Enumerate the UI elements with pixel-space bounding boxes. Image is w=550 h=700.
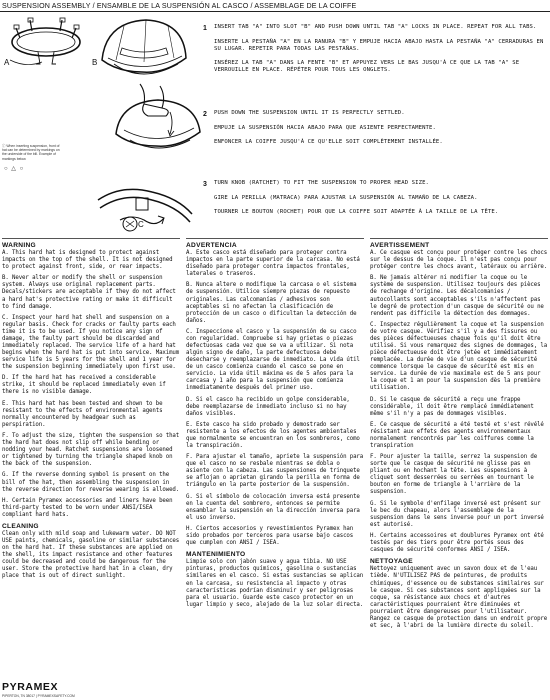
markings-note: ⓘ When inserting suspension, front of hat can be determined by markings on the underside of the bill. Example of markings below.: [2, 144, 60, 161]
assembly-steps: [0, 14, 550, 236]
footer-address: PIPERTON, TN 38017 | PYRAMEXSAFETY.COM: [2, 694, 75, 698]
page-title: SUSPENSION ASSEMBLY / ENSAMBLE DE LA SUSPENSIÓN AL CASCO / ASSEMBLAGE DE LA COIFFE: [0, 0, 550, 12]
warning-column-french: AVERTISSEMENT A. Ce casque est conçu pour protéger contre les chocs sur le dessus de la coque. Il n'est pas conçu pour protéger contre les chocs avant, latéraux ou arrière. B. Ne jamais altérer ni modifier la coque ou le système de suspension. Utilisez toujours des pièces de rechange d'origine. Les décalcomanies / autocollants sont acceptables s'ils n'affectent pas le degré de protection d'un casque de sécurité ou ne rendent pas difficile la détection des dommages. C. Inspectez régulièrement la coque et la suspension de votre casque. Vérifiez s'il y a des fissures ou des pièces défectueuses chaque fois qu'il doit être utilisé. Si vous remarquez des signes de dommages, la pièce défectueuse doit être jetée et immédiatement remplacée. La durée de vie d'un casque de sécurité commence lorsque le casque de sécurité est mis en service. La durée de vie maximale est de 5 ans pour la coque et 1 an pour la suspension dès la première utilisation. D. Si le casque de sécurité a reçu une frappe considérable, il doit être remplacé immédiatement même s'il n'y a pas de dommages visibles. E. Ce casque de sécurité a été testé et s'est révélé résistant aux effets des agents environnementaux normalement rencontrés par les coiffures comme la transpiration F. Pour ajuster la taille, serrez la suspension de sorte que le casque de sécurité ne glisse pas en pliant ou en hochant la tête. Les suspensions à cliquet sont desserrées ou serrées en tournant le bouton en forme de triangle à l'arrière de la suspension. G. Si le symbole d'enfilage inversé est présent sur le bec du chapeau, alors l'assemblage de la suspension dans le sens inverse pour un port inversé est autorisé. H. Certains accessoires et doublures Pyramex ont été testés par des tiers pour être portés sous des casques de sécurité conformes ANSI / ISEA. NETTOYAGE Nettoyez uniquement avec un savon doux et de l'eau tiède. N'UTILISEZ PAS de peintures, de produits chimiques, d'essence ou de substances similaires sur le casque. Si ces substances sont appliquées sur la coque, sa résistance aux chocs et d'autres caractéristiques pourraient être diminuées et pourraient être dangereuses pour l'utilisateur. Rangez ce casque de protection dans un endroit propre et sec, à l'abri de la lumière directe du soleil.: [370, 238, 548, 678]
advertencia-heading: ADVERTENCIA: [186, 242, 237, 249]
nettoyage-heading: NETTOYAGE: [370, 558, 414, 566]
step-2-text: PUSH DOWN THE SUSPENSION UNTIL IT IS PERFECTLY SETTLED. EMPUJE LA SUSPENSIÓN HACIA ABAJO PARA QUE ASIENTE PERFECTAMENTE. ENFONCER LA COIFFE JUSQU'À CE QU'ELLE SOIT COMPLÈTEMENT INSTALLÉE.: [214, 110, 443, 146]
suspension-ring-illustration: [2, 16, 84, 76]
label-c: C: [138, 220, 144, 229]
markings-symbols-icon: ○ △ ○: [4, 166, 25, 172]
label-b: B: [92, 58, 98, 67]
cleaning-heading: CLEANING: [2, 523, 39, 531]
hard-hat-illustration: [94, 14, 194, 84]
warning-column-spanish: ADVERTENCIA A. Este casco está diseñado para proteger contra impactos en la parte superior de la carcasa. No está diseñado para proteger contra impactos frontales, laterales o traseros. B. Nunca altere o modifique la carcasa o el sistema de suspensión. Utilice siempre piezas de repuesto originales. Las calcomanías / adhesivos son aceptables si no afectan la clasificación de protección de un casco o dificultan la detección de daños. C. Inspeccione el casco y la suspensión de su casco con regularidad. Compruebe si hay grietas o piezas defectuosas cada vez que se va a utilizar. Si nota algún signo de daño, la parte defectuosa debe desecharse y reemplazarse de inmediato. La vida útil de un casco comienza cuando el casco se pone en servicio. La vida útil máxima es de 5 años para la carcasa y 1 año para la suspensión que comienza inmediatamente después del primer uso. D. Si el casco ha recibido un golpe considerable, debe reemplazarse de inmediato incluso si no hay daños visibles. E. Este casco ha sido probado y demostrado ser resistente a los efectos de los agentes ambientales que normalmente se encuentran en los sombreros, como la transpiración. F. Para ajustar el tamaño, apriete la suspensión para que el casco no se resbale mientras se dobla o asiente con la cabeza. Las suspensiones de trinquete se aflojan o aprietan girando la perilla en forma de triángulo en la parte posterior de la suspensión. G. Si el símbolo de colocación inversa está presente en la cuenta del sombrero, entonces se permite ensamblar la suspensión en la dirección inversa para el uso inverso. H. Ciertos accesorios y revestimientos Pyramex han sido probados por terceros para usarse bajo cascos que cumplen con ANSI / ISEA. MANTENIMIENTO Limpie solo con jabón suave y agua tibia. NO USE pinturas, productos químicos, gasolina o sustancias similares en el casco. Si estas sustancias se aplican en la carcasa, su resistencia al impacto y otras características podrían disminuir y ser peligrosas para el usuario. Guarde este casco protector en un lugar limpio y seco, alejado de la luz solar directa.: [186, 238, 364, 678]
ratchet-knob-illustration: [92, 174, 198, 238]
warning-columns: [0, 238, 550, 676]
push-down-illustration: [110, 82, 206, 156]
step-number-2: 2: [203, 111, 207, 118]
pyramex-logo: PYRAMEX: [2, 681, 59, 693]
step-1-text: INSERT TAB "A" INTO SLOT "B" AND PUSH DOWN UNTIL TAB "A" LOCKS IN PLACE. REPEAT FOR ALL TABS. INSERTE LA PESTAÑA "A" EN LA RANURA "B" Y EMPUJE HACIA ABAJO HASTA LA PESTAÑA "A" CERRADURAS EN SU LUGAR. REPETIR PARA TODAS LAS PESTAÑAS. INSÉREZ LA TAB "A" DANS LA FENTE "B" ET APPUYEZ VERS LE BAS JUSQU'À CE QUE LA TAB "A" SE VERROUILLE EN PLACE. RÉPÉTER POUR TOUS LES ONGLETS.: [214, 24, 544, 74]
label-a: A: [4, 58, 10, 67]
info-icon: ⓘ: [2, 144, 6, 148]
step-number-1: 1: [203, 25, 207, 32]
warning-heading: WARNING: [2, 242, 36, 249]
warning-column-english: WARNING A. This hard hat is designed to protect against impacts on the top of the shell. It is not designed to protect against front, side, or rear impacts. B. Never alter or modify the shell or suspension system. Always use original replacement parts. Decals/stickers are acceptable if they do not affect a hard hat's protective rating or make it difficult to find damage. C. Inspect your hard hat shell and suspension on a regular basis. Check for cracks or faulty parts each time it is to be used. If you notice any sign of damage, the faulty part should be discarded and immediately replaced. The service life of a hard hat begins when the hard hat is put into service. Maximum service life is 5 years for the shell and 1 year for the suspension beginning immediately upon first use. D. If the hard hat has received a considerable strike, it should be replaced immediately even if there is no visible damage. E. This hard hat has been tested and shown to be resistant to the effects of environmental agents normally encountered by headgear such as perspiration. F. To adjust the size, tighten the suspension so that the hard hat does not slip off while bending or nodding your head. Ratchet suspensions are loosened or tightened by turning the triangle shaped knob on the back of the suspension. G. If the reverse donning symbol is present on the bill of the hat, then assembling the suspension in the reverse direction for reverse wearing is allowed. H. Certain Pyramex accessories and liners have been third-party tested to be worn under ANSI/ISEA compliant hard hats. CLEANING Clean only with mild soap and lukewarm water. DO NOT USE paints, chemicals, gasoline or similar substances on the hard hat. If these substances are applied on the shell, its impact resistance and other features could be decreased and could be dangerous for the user. Store the protective hard hat in a clean, dry place that is out of direct sunlight.: [2, 238, 180, 678]
avertissement-heading: AVERTISSEMENT: [370, 242, 430, 249]
step-3-text: TURN KNOB (RATCHET) TO FIT THE SUSPENSION TO PROPER HEAD SIZE. GIRE LA PERILLA (MATRACA) PARA AJUSTAR LA SUSPENSIÓN AL TAMAÑO DE LA CABEZA. TOURNER LE BOUTON (ROCHET) POUR QUE LA COIFFE SOIT ADAPTÉE À LA TAILLE DE LA TÊTE.: [214, 180, 499, 216]
step-number-3: 3: [203, 181, 207, 188]
mantenimiento-heading: MANTENIMIENTO: [186, 551, 246, 559]
